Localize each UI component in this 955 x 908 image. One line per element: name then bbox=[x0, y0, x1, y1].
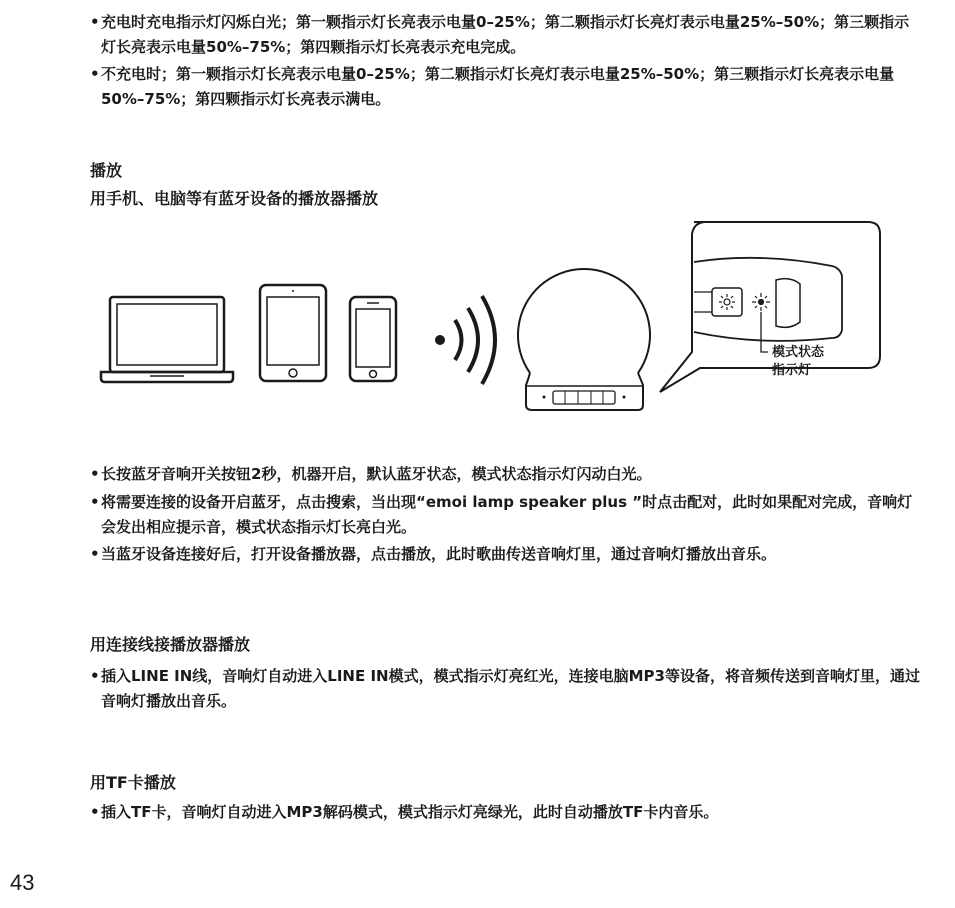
page-number: 43 bbox=[10, 870, 35, 895]
line-in-instruction bbox=[90, 664, 921, 714]
pairing-text: 将需要连接的设备开启蓝牙，点击搜索，当出现“emoi lamp speaker plus ”时点击配对，此时如果配对完成，音响灯会发出相应提示音，模式状态指示灯长亮白光。 bbox=[101, 493, 913, 536]
play-section-title: 播放 bbox=[90, 161, 123, 180]
not-charging-text: 不充电时；第一颗指示灯长亮表示电量0–25%；第二颗指示灯长亮灯表示电量25%–50%；第三颗指示灯长亮表示电量50%–75%；第四颗指示灯长亮表示满电。 bbox=[101, 65, 895, 108]
lamp-speaker-icon bbox=[518, 269, 650, 410]
mode-indicator-icon bbox=[752, 293, 770, 311]
bluetooth-illustration bbox=[0, 215, 955, 415]
mode-indicator-label-line2: 指示灯 bbox=[772, 363, 812, 378]
line-in-section-title: 用连接线接播放器播放 bbox=[90, 635, 251, 654]
bullet-dot: • bbox=[90, 465, 100, 483]
bullet-dot: • bbox=[90, 65, 100, 83]
indicator-zoom-callout bbox=[660, 222, 880, 392]
laptop-icon bbox=[101, 297, 233, 382]
playback-text: 当蓝牙设备连接好后，打开设备播放器，点击播放，此时歌曲传送音响灯里，通过音响灯播放出音乐。 bbox=[101, 545, 777, 563]
mode-indicator-label bbox=[772, 344, 824, 380]
not-charging-note bbox=[90, 62, 921, 112]
mode-indicator-label-line1: 模式状态 bbox=[772, 345, 825, 360]
tf-instruction bbox=[90, 800, 921, 825]
bullet-dot: • bbox=[90, 803, 100, 821]
bullet-dot: • bbox=[90, 667, 100, 685]
charging-note bbox=[90, 10, 921, 60]
playback-instruction bbox=[90, 542, 921, 567]
bullet-dot: • bbox=[90, 493, 100, 511]
line-in-text: 插入LINE IN线，音响灯自动进入LINE IN模式，模式指示灯亮红光，连接电脑MP3等设备，将音频传送到音响灯里，通过音响灯播放出音乐。 bbox=[101, 667, 920, 710]
tf-section-title: 用TF卡播放 bbox=[90, 773, 176, 792]
play-section-subtitle: 用手机、电脑等有蓝牙设备的播放器播放 bbox=[90, 189, 379, 208]
bullet-dot: • bbox=[90, 13, 100, 31]
tablet-icon bbox=[260, 285, 326, 381]
callout-leader-line bbox=[761, 312, 768, 352]
wireless-signal-icon bbox=[435, 296, 495, 384]
tf-text: 插入TF卡，音响灯自动进入MP3解码模式，模式指示灯亮绿光，此时自动播放TF卡内音乐。 bbox=[101, 803, 719, 821]
power-on-instruction bbox=[90, 462, 921, 487]
light-button-icon bbox=[719, 294, 735, 310]
phone-icon bbox=[350, 297, 396, 381]
pairing-instruction bbox=[90, 490, 921, 540]
bullet-dot: • bbox=[90, 545, 100, 563]
power-on-text: 长按蓝牙音响开关按钮2秒，机器开启，默认蓝牙状态，模式状态指示灯闪动白光。 bbox=[101, 465, 652, 483]
charging-text: 充电时充电指示灯闪烁白光；第一颗指示灯长亮表示电量0–25%；第二颗指示灯长亮灯表示电量25%–50%；第三颗指示灯长亮表示电量50%–75%；第四颗指示灯长亮表示充电完成。 bbox=[101, 13, 910, 56]
